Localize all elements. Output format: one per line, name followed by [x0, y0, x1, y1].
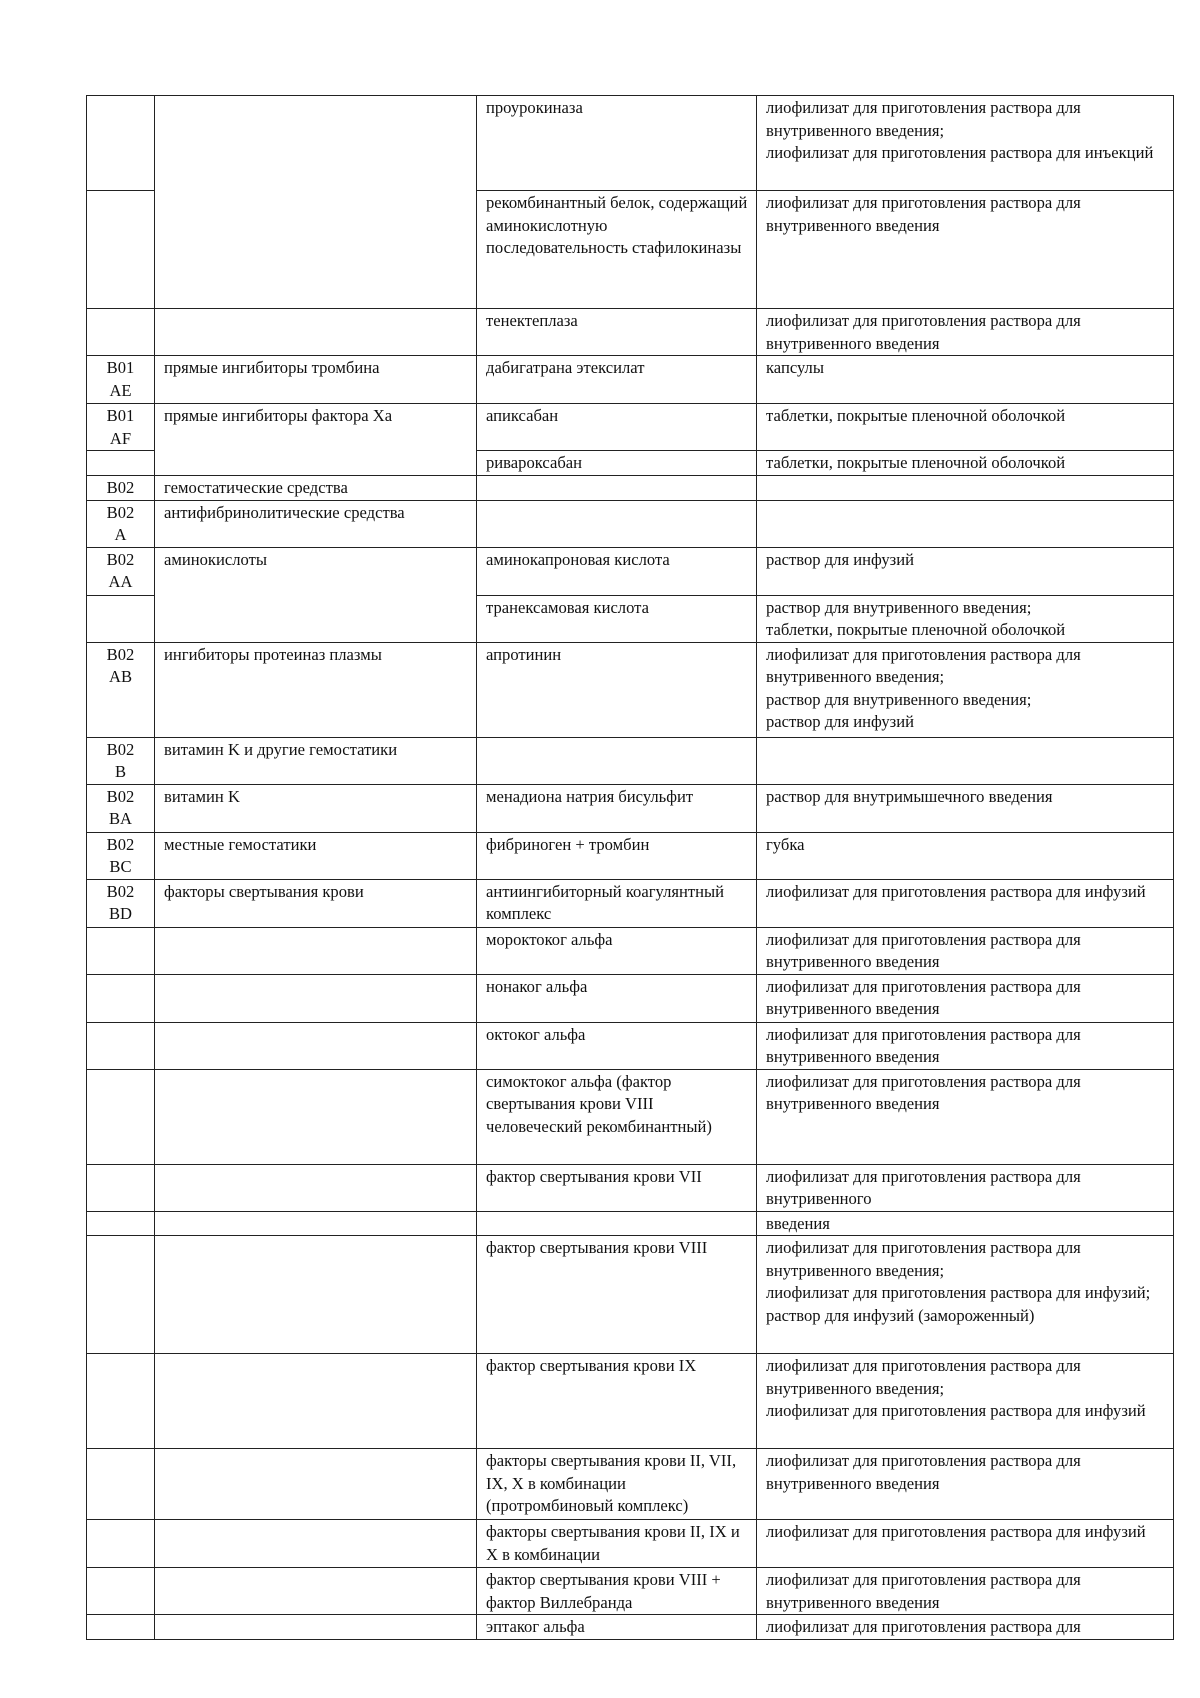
atc-group-cell [155, 1520, 477, 1568]
drug-name-cell [477, 737, 757, 784]
dosage-form-cell: лиофилизат для приготовления раствора для внутривенного введения [757, 974, 1174, 1022]
table-row [87, 1211, 1174, 1236]
atc-group-cell: ингибиторы протеиназ плазмы [155, 642, 477, 737]
table-row [87, 974, 1174, 1022]
dosage-form-cell: лиофилизат для приготовления раствора для внутривенного введения [757, 1022, 1174, 1069]
drug-name-cell: антиингибиторный коагулянтный комплекс [477, 879, 757, 927]
dosage-form-cell: лиофилизат для приготовления раствора для внутривенного введения [757, 309, 1174, 356]
table-row [87, 1520, 1174, 1568]
table-row [87, 1164, 1174, 1211]
atc-code-cell: B01 AE [87, 356, 155, 404]
atc-group-cell [155, 96, 477, 309]
dosage-form-cell: лиофилизат для приготовления раствора для инфузий [757, 1520, 1174, 1568]
table-row [87, 1568, 1174, 1615]
atc-group-cell: прямые ингибиторы тромбина [155, 356, 477, 404]
atc-code-cell: B02 [87, 476, 155, 501]
atc-group-cell [155, 1211, 477, 1236]
dosage-form-cell: капсулы [757, 356, 1174, 404]
dosage-form-cell: лиофилизат для приготовления раствора для внутривенного [757, 1164, 1174, 1211]
table-row [87, 927, 1174, 974]
atc-group-cell: витамин K и другие гемостатики [155, 737, 477, 784]
atc-group-cell: факторы свертывания крови [155, 879, 477, 927]
atc-group-cell [155, 1568, 477, 1615]
dosage-form-cell: лиофилизат для приготовления раствора для [757, 1615, 1174, 1640]
atc-code-cell: B01 AF [87, 404, 155, 451]
atc-group-cell [155, 927, 477, 974]
document-page [86, 95, 1173, 1640]
table-row [87, 1615, 1174, 1640]
atc-group-cell [155, 1164, 477, 1211]
atc-group-cell [155, 309, 477, 356]
drug-name-cell [477, 476, 757, 501]
atc-code-cell [87, 1615, 155, 1640]
atc-code-cell: B02 BA [87, 784, 155, 832]
atc-group-cell: прямые ингибиторы фактора Xa [155, 404, 477, 476]
drug-name-cell: рекомбинантный белок, содержащий аминокислотную последовательность стафилокиназы [477, 191, 757, 309]
atc-code-cell [87, 1520, 155, 1568]
table-row [87, 1449, 1174, 1520]
table-row [87, 784, 1174, 832]
drug-name-cell: нонаког альфа [477, 974, 757, 1022]
dosage-form-cell: лиофилизат для приготовления раствора для внутривенного введения; лиофилизат для приготовления раствора для инфузий [757, 1354, 1174, 1449]
atc-code-cell: B02 AA [87, 547, 155, 595]
atc-code-cell [87, 1022, 155, 1069]
dosage-form-cell: раствор для внутривенного введения; таблетки, покрытые пленочной оболочкой [757, 595, 1174, 642]
drug-name-cell: проурокиназа [477, 96, 757, 191]
table-row [87, 1236, 1174, 1354]
drug-name-cell: фибриноген + тромбин [477, 832, 757, 879]
table-row [87, 547, 1174, 595]
drug-list-table [86, 95, 1174, 1640]
drug-name-cell: дабигатрана этексилат [477, 356, 757, 404]
atc-group-cell: аминокислоты [155, 547, 477, 642]
drug-name-cell [477, 500, 757, 547]
table-row [87, 476, 1174, 501]
atc-code-cell: B02 BD [87, 879, 155, 927]
dosage-form-cell: лиофилизат для приготовления раствора для внутривенного введения [757, 1568, 1174, 1615]
atc-code-cell [87, 1164, 155, 1211]
atc-code-cell [87, 595, 155, 642]
atc-code-cell: B02 A [87, 500, 155, 547]
atc-code-cell: B02 BC [87, 832, 155, 879]
atc-group-cell [155, 1236, 477, 1354]
table-row [87, 642, 1174, 737]
dosage-form-cell [757, 476, 1174, 501]
dosage-form-cell: раствор для инфузий [757, 547, 1174, 595]
drug-name-cell: апротинин [477, 642, 757, 737]
dosage-form-cell: лиофилизат для приготовления раствора для инфузий [757, 879, 1174, 927]
dosage-form-cell: лиофилизат для приготовления раствора для внутривенного введения [757, 1449, 1174, 1520]
atc-code-cell [87, 309, 155, 356]
drug-name-cell: ривароксабан [477, 451, 757, 476]
drug-name-cell: мороктоког альфа [477, 927, 757, 974]
atc-code-cell [87, 1211, 155, 1236]
atc-code-cell [87, 96, 155, 191]
drug-name-cell: факторы свертывания крови II, IX и X в комбинации [477, 1520, 757, 1568]
dosage-form-cell: губка [757, 832, 1174, 879]
table-row [87, 96, 1174, 191]
atc-code-cell [87, 1449, 155, 1520]
dosage-form-cell: введения [757, 1211, 1174, 1236]
atc-group-cell [155, 1069, 477, 1164]
dosage-form-cell [757, 737, 1174, 784]
atc-group-cell: местные гемостатики [155, 832, 477, 879]
drug-name-cell: аминокапроновая кислота [477, 547, 757, 595]
atc-code-cell [87, 1236, 155, 1354]
dosage-form-cell: лиофилизат для приготовления раствора для внутривенного введения [757, 191, 1174, 309]
atc-group-cell [155, 974, 477, 1022]
table-row [87, 404, 1174, 451]
drug-name-cell: тенектеплаза [477, 309, 757, 356]
atc-code-cell [87, 451, 155, 476]
table-row [87, 1069, 1174, 1164]
atc-code-cell [87, 1354, 155, 1449]
atc-group-cell: витамин K [155, 784, 477, 832]
dosage-form-cell: лиофилизат для приготовления раствора для внутривенного введения; раствор для внутривенного введения; раствор для инфузий [757, 642, 1174, 737]
atc-code-cell [87, 191, 155, 309]
table-row [87, 737, 1174, 784]
drug-name-cell: фактор свертывания крови IX [477, 1354, 757, 1449]
atc-code-cell [87, 974, 155, 1022]
atc-group-cell [155, 1022, 477, 1069]
table-row [87, 1354, 1174, 1449]
drug-name-cell: эптаког альфа [477, 1615, 757, 1640]
atc-code-cell [87, 1069, 155, 1164]
table-row [87, 356, 1174, 404]
atc-group-cell [155, 1354, 477, 1449]
table-row [87, 1022, 1174, 1069]
dosage-form-cell: лиофилизат для приготовления раствора для внутривенного введения [757, 1069, 1174, 1164]
dosage-form-cell: таблетки, покрытые пленочной оболочкой [757, 451, 1174, 476]
drug-name-cell: апиксабан [477, 404, 757, 451]
atc-code-cell [87, 1568, 155, 1615]
dosage-form-cell: лиофилизат для приготовления раствора для внутривенного введения; лиофилизат для приготовления раствора для инфузий; раствор для инфузий (замороженный) [757, 1236, 1174, 1354]
atc-group-cell [155, 1615, 477, 1640]
dosage-form-cell: раствор для внутримышечного введения [757, 784, 1174, 832]
drug-name-cell: октоког альфа [477, 1022, 757, 1069]
table-row [87, 879, 1174, 927]
drug-name-cell: симоктоког альфа (фактор свертывания крови VIII человеческий рекомбинантный) [477, 1069, 757, 1164]
atc-code-cell: B02 B [87, 737, 155, 784]
dosage-form-cell: таблетки, покрытые пленочной оболочкой [757, 404, 1174, 451]
drug-name-cell: факторы свертывания крови II, VII, IX, X в комбинации (протромбиновый комплекс) [477, 1449, 757, 1520]
table-row [87, 500, 1174, 547]
dosage-form-cell: лиофилизат для приготовления раствора для внутривенного введения [757, 927, 1174, 974]
drug-name-cell: фактор свертывания крови VII [477, 1164, 757, 1211]
atc-code-cell [87, 927, 155, 974]
dosage-form-cell: лиофилизат для приготовления раствора для внутривенного введения; лиофилизат для приготовления раствора для инъекций [757, 96, 1174, 191]
dosage-form-cell [757, 500, 1174, 547]
table-row [87, 309, 1174, 356]
atc-group-cell: антифибринолитические средства [155, 500, 477, 547]
atc-code-cell: B02 AB [87, 642, 155, 737]
drug-name-cell: транексамовая кислота [477, 595, 757, 642]
drug-name-cell: менадиона натрия бисульфит [477, 784, 757, 832]
atc-group-cell [155, 1449, 477, 1520]
drug-name-cell [477, 1211, 757, 1236]
drug-name-cell: фактор свертывания крови VIII + фактор Виллебранда [477, 1568, 757, 1615]
table-row [87, 832, 1174, 879]
atc-group-cell: гемостатические средства [155, 476, 477, 501]
drug-name-cell: фактор свертывания крови VIII [477, 1236, 757, 1354]
